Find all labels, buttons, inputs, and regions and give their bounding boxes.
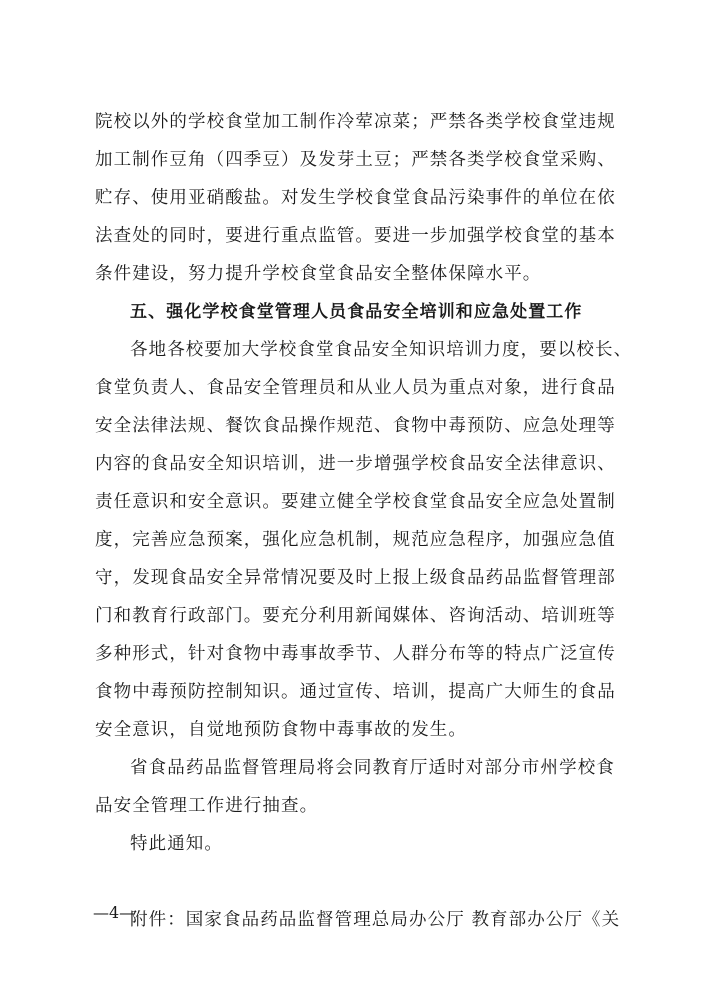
text-line: 门和教育行政部门。要充分利用新闻媒体、咨询活动、培训班等	[95, 606, 616, 626]
text-line: 多种形式，针对食物中毒事故季节、人群分布等的特点广泛宣传	[95, 644, 616, 664]
section-heading: 五、强化学校食堂管理人员食品安全培训和应急处置工作	[130, 302, 583, 322]
paragraph-continued	[95, 103, 615, 293]
attachment-line: 附件：国家食品药品监督管理总局办公厅 教育部办公厅《关	[130, 910, 621, 930]
closing-text: 特此通知。	[130, 834, 223, 854]
text-line: 食堂负责人、食品安全管理员和从业人员为重点对象，进行食品	[95, 378, 616, 398]
inspection-paragraph	[95, 749, 615, 825]
text-line: 食物中毒预防控制知识。通过宣传、培训，提高广大师生的食品	[95, 682, 616, 702]
text-line: 贮存、使用亚硝酸盐。对发生学校食堂食品污染事件的单位在依	[95, 188, 616, 208]
page-number: —4—	[93, 903, 136, 922]
text-line: 各地各校要加大学校食堂食品安全知识培训力度，要以校长、	[130, 340, 633, 360]
text-line: 安全法律法规、餐饮食品操作规范、食物中毒预防、应急处理等	[95, 416, 616, 436]
text-line: 品安全管理工作进行抽查。	[95, 796, 319, 816]
text-line: 院校以外的学校食堂加工制作冷荤凉菜；严禁各类学校食堂违规	[95, 112, 616, 132]
text-line: 守，发现食品安全异常情况要及时上报上级食品药品监督管理部	[95, 568, 616, 588]
blank-line	[95, 863, 615, 901]
text-line: 内容的食品安全知识培训，进一步增强学校食品安全法律意识、	[95, 454, 616, 474]
text-line: 条件建设，努力提升学校食堂食品安全整体保障水平。	[95, 264, 542, 284]
text-line: 责任意识和安全意识。要建立健全学校食堂食品安全应急处置制	[95, 492, 616, 512]
section-body	[95, 331, 633, 749]
text-line: 法查处的同时，要进行重点监管。要进一步加强学校食堂的基本	[95, 226, 616, 246]
text-line: 安全意识，自觉地预防食物中毒事故的发生。	[95, 720, 467, 740]
document-body	[95, 103, 633, 939]
text-line: 加工制作豆角（四季豆）及发芽土豆；严禁各类学校食堂采购、	[95, 150, 616, 170]
text-line: 度，完善应急预案，强化应急机制，规范应急程序，加强应急值	[95, 530, 616, 550]
text-line: 省食品药品监督管理局将会同教育厅适时对部分市州学校食	[130, 758, 615, 778]
